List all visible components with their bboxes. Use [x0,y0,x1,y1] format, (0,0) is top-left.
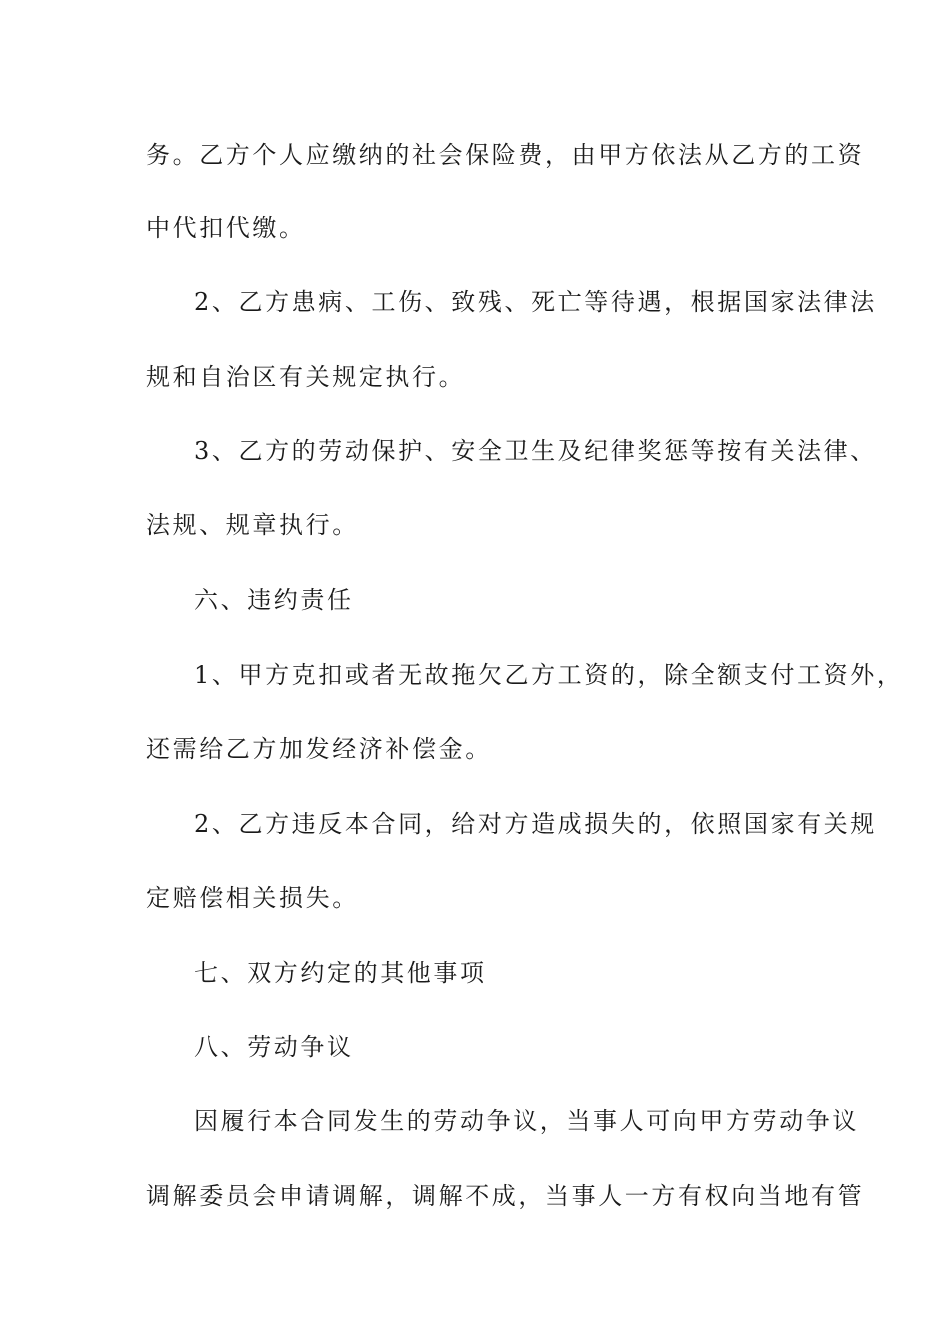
text-line: 调解委员会申请调解，调解不成，当事人一方有权向当地有管 [146,1182,865,1210]
section-heading: 七、双方约定的其他事项 [194,959,487,987]
text-line: 务。乙方个人应缴纳的社会保险费，由甲方依法从乙方的工资 [146,141,865,169]
text-line: 还需给乙方加发经济补偿金。 [146,735,492,763]
text-line: 法规、规章执行。 [146,511,359,539]
text-line: 因履行本合同发生的劳动争议，当事人可向甲方劳动争议 [194,1107,859,1135]
text-line: 3、乙方的劳动保护、安全卫生及纪律奖惩等按有关法律、 [194,437,877,465]
text-line: 2、乙方患病、工伤、致残、死亡等待遇，根据国家法律法 [194,288,877,316]
text-line: 1、甲方克扣或者无故拖欠乙方工资的，除全额支付工资外， [194,661,904,689]
text-line: 中代扣代缴。 [146,214,306,242]
section-heading: 六、违约责任 [194,586,354,614]
section-heading: 八、劳动争议 [194,1033,354,1061]
text-line: 规和自治区有关规定执行。 [146,363,466,391]
text-line: 定赔偿相关损失。 [146,884,359,912]
text-line: 2、乙方违反本合同，给对方造成损失的，依照国家有关规 [194,810,877,838]
